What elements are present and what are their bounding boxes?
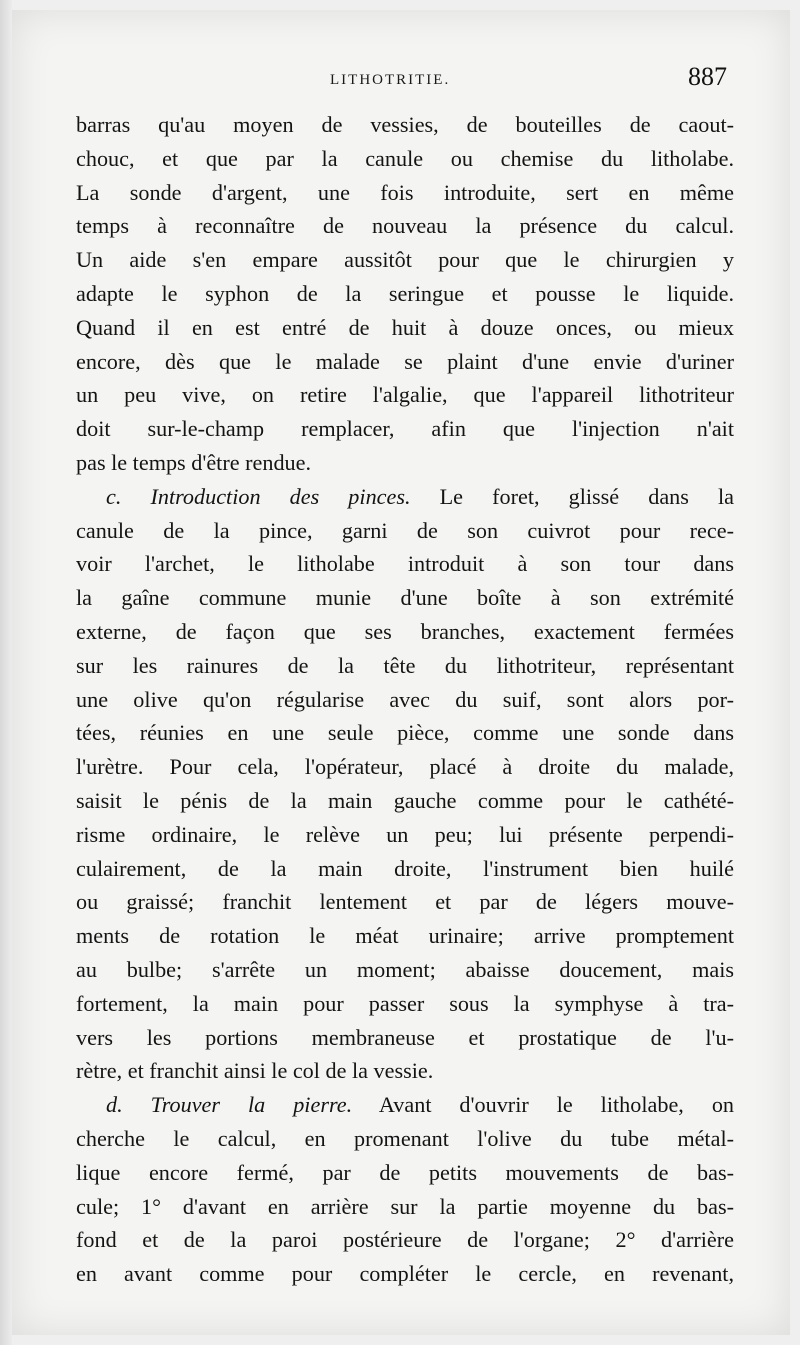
page-number: 887 bbox=[688, 62, 727, 91]
text-line: encore, dès que le malade se plaint d'une envie d'uriner bbox=[76, 348, 734, 374]
text-line: un peu vive, on retire l'algalie, que l'appareil lithotriteur bbox=[76, 382, 734, 408]
text-line: ou graissé; franchit lentement et par de légers mouve- bbox=[76, 889, 734, 915]
text-line: rètre, et franchit ainsi le col de la vessie. bbox=[76, 1058, 434, 1084]
text-line: voir l'archet, le litholabe introduit à son tour dans bbox=[76, 551, 734, 577]
heading-line-rest: Avant d'ouvrir le litholabe, on bbox=[352, 1092, 734, 1118]
text-line: doit sur-le-champ remplacer, afin que l'injection n'ait bbox=[76, 416, 734, 442]
text-line: en avant comme pour compléter le cercle, en revenant, bbox=[76, 1261, 734, 1287]
text-line: canule de la pince, garni de son cuivrot pour rece- bbox=[76, 517, 734, 543]
text-line: culairement, de la main droite, l'instrument bien huilé bbox=[76, 855, 734, 881]
text-line: chouc, et que par la canule ou chemise du litholabe. bbox=[76, 145, 734, 171]
text-line: externe, de façon que ses branches, exactement fermées bbox=[76, 618, 734, 644]
text-line: la gaîne commune munie d'une boîte à son extrémité bbox=[76, 585, 734, 611]
section-heading-trouver-la-pierre: d. Trouver la pierre. bbox=[106, 1092, 353, 1118]
text-line: vers les portions membraneuse et prostatique de l'u- bbox=[76, 1024, 734, 1050]
section-heading-line bbox=[76, 480, 734, 514]
running-head: LITHOTRITIE. bbox=[330, 72, 451, 88]
page-edge bbox=[0, 0, 12, 1345]
text-line: Quand il en est entré de huit à douze onces, ou mieux bbox=[76, 314, 734, 340]
section-heading-line bbox=[76, 1088, 734, 1122]
text-line: fortement, la main pour passer sous la symphyse à tra- bbox=[76, 990, 734, 1016]
text-line: lique encore fermé, par de petits mouvements de bas- bbox=[76, 1159, 734, 1185]
text-line: cherche le calcul, en promenant l'olive du tube métal- bbox=[76, 1125, 734, 1151]
text-line: pas le temps d'être rendue. bbox=[76, 449, 312, 475]
text-line: tées, réunies en une seule pièce, comme une sonde dans bbox=[76, 720, 734, 746]
text-line: saisit le pénis de la main gauche comme pour le cathété- bbox=[76, 787, 734, 813]
text-line: cule; 1° d'avant en arrière sur la partie moyenne du bas- bbox=[76, 1193, 734, 1219]
text-line: une olive qu'on régularise avec du suif, sont alors por- bbox=[76, 686, 734, 712]
section-heading-introduction-des-pinces: c. Introduction des pinces. bbox=[106, 483, 411, 509]
heading-line-rest: Le foret, glissé dans la bbox=[410, 483, 734, 509]
text-line: Un aide s'en empare aussitôt pour que le chirurgien y bbox=[76, 247, 734, 273]
body-text bbox=[76, 108, 734, 1291]
page-header bbox=[0, 62, 800, 102]
text-line: l'urètre. Pour cela, l'opérateur, placé à droite du malade, bbox=[76, 754, 734, 780]
text-line: La sonde d'argent, une fois introduite, sert en même bbox=[76, 179, 734, 205]
text-line: fond et de la paroi postérieure de l'organe; 2° d'arrière bbox=[76, 1227, 734, 1253]
text-line: sur les rainures de la tête du lithotriteur, représentant bbox=[76, 652, 734, 678]
text-line: au bulbe; s'arrête un moment; abaisse doucement, mais bbox=[76, 956, 734, 982]
text-line: ments de rotation le méat urinaire; arrive promptement bbox=[76, 923, 734, 949]
text-line: risme ordinaire, le relève un peu; lui présente perpendi- bbox=[76, 821, 734, 847]
text-line: barras qu'au moyen de vessies, de bouteilles de caout- bbox=[76, 112, 734, 137]
text-line: adapte le syphon de la seringue et pousse le liquide. bbox=[76, 280, 734, 306]
text-line: temps à reconnaître de nouveau la présence du calcul. bbox=[76, 213, 734, 239]
